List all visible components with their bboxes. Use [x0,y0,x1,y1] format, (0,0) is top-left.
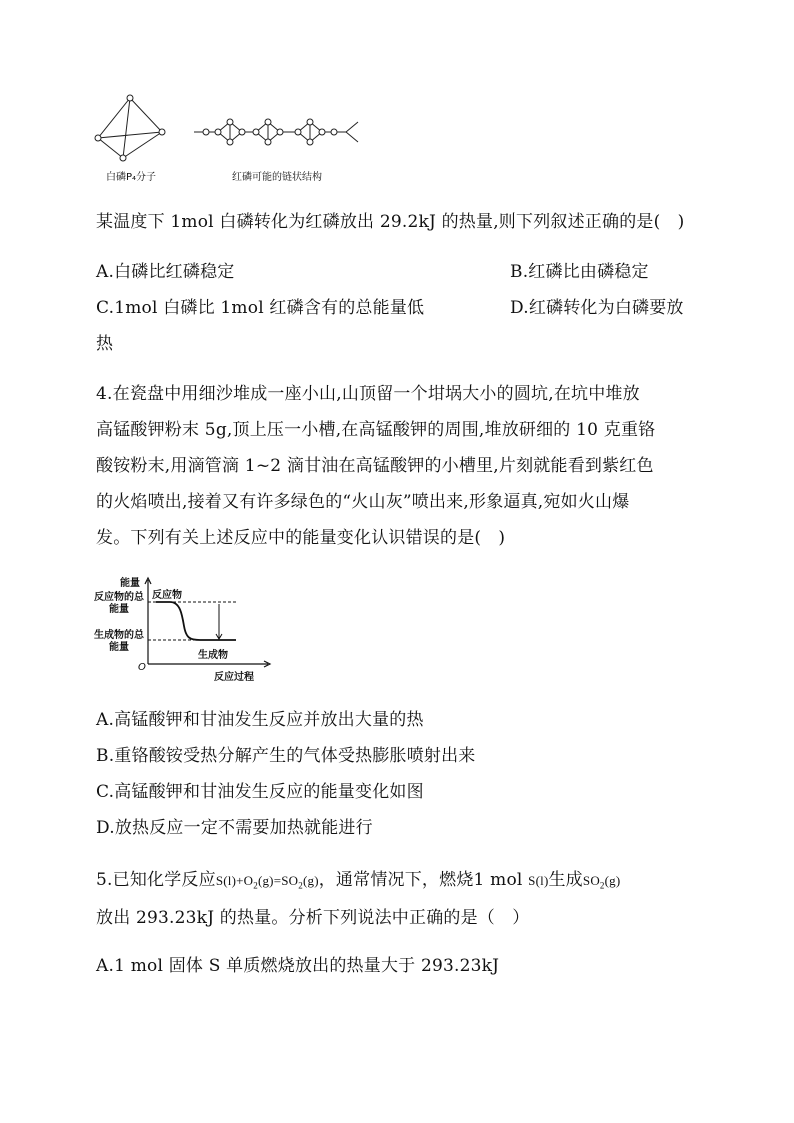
q4-line-1: 4.在瓷盘中用细沙堆成一座小山,山顶留一个坩埚大小的圆坑,在坑中堆放 [96,384,640,404]
chart-annotation-reactants: 反应物 [152,590,182,601]
q3-stem: 某温度下 1mol 白磷转化为红磷放出 29.2kJ 的热量,则下列叙述正确的是( ) [96,212,685,232]
q3-option-a: A.白磷比红磷稳定 [96,262,235,282]
chart-xlabel: 反应过程 [214,672,254,683]
q4-option-c: C.高锰酸钾和甘油发生反应的能量变化如图 [96,782,424,802]
energy-diagram [94,574,274,682]
q5-prefix: 5.已知化学反应 [96,870,216,890]
q5-equation: $S(l)+O_2(g)=SO_2(g)$ [215,873,319,891]
q4-line-4: 的火焰喷出,接着又有许多绿色的“火山灰”喷出来,形象逼真,宛如火山爆 [96,492,630,512]
chart-annotation-products: 生成物 [198,650,228,661]
red-phosphorus-caption: 红磷可能的链状结构 [232,172,322,183]
q5-amount: 1 mol [473,870,523,890]
q5-line-2: 放出 293.23kJ 的热量。分析下列说法中正确的是（ ） [96,908,530,928]
chart-y-label-products: 生成物的总能量 [94,630,144,653]
energy-curve [156,602,236,640]
q5-so2: $SO_2(g)$ [582,873,621,891]
q5-s-formula: S(l) [528,873,549,888]
chart-origin: O [138,662,146,673]
q3-option-c: C.1mol 白磷比 1mol 红磷含有的总能量低 [96,298,425,318]
q3-option-d-continuation: 热 [96,334,114,354]
q4-line-5: 发。下列有关上述反应中的能量变化认识错误的是( ) [96,528,506,548]
q3-option-d: D.红磷转化为白磷要放 [510,298,684,318]
q4-option-a: A.高锰酸钾和甘油发生反应并放出大量的热 [96,710,424,730]
q3-option-b: B.红磷比由磷稳定 [510,262,649,282]
q5-gen: 生成 [548,870,583,890]
q4-line-3: 酸铵粉末,用滴管滴 1~2 滴甘油在高锰酸钾的小槽里,片刻就能看到紫红色 [96,456,654,476]
q5-mid: ，通常情况下，燃烧 [318,870,474,890]
q4-option-d: D.放热反应一定不需要加热就能进行 [96,818,373,838]
q5-line-1 [96,868,620,898]
chart-y-label-reactants: 反应物的总能量 [94,592,144,615]
white-phosphorus-caption: 白磷P₄分子 [106,172,157,183]
white-phosphorus-figure [90,92,170,162]
q5-option-a: A.1 mol 固体 S 单质燃烧放出的热量大于 293.23kJ [96,956,500,976]
q4-option-b: B.重铬酸铵受热分解产生的气体受热膨胀喷射出来 [96,746,476,766]
q4-line-2: 高锰酸钾粉末 5g,顶上压一小槽,在高锰酸钾的周围,堆放研细的 10 克重铬 [96,420,656,440]
red-phosphorus-chain-figure [192,112,364,152]
chart-ylabel: 能量 [120,578,140,589]
